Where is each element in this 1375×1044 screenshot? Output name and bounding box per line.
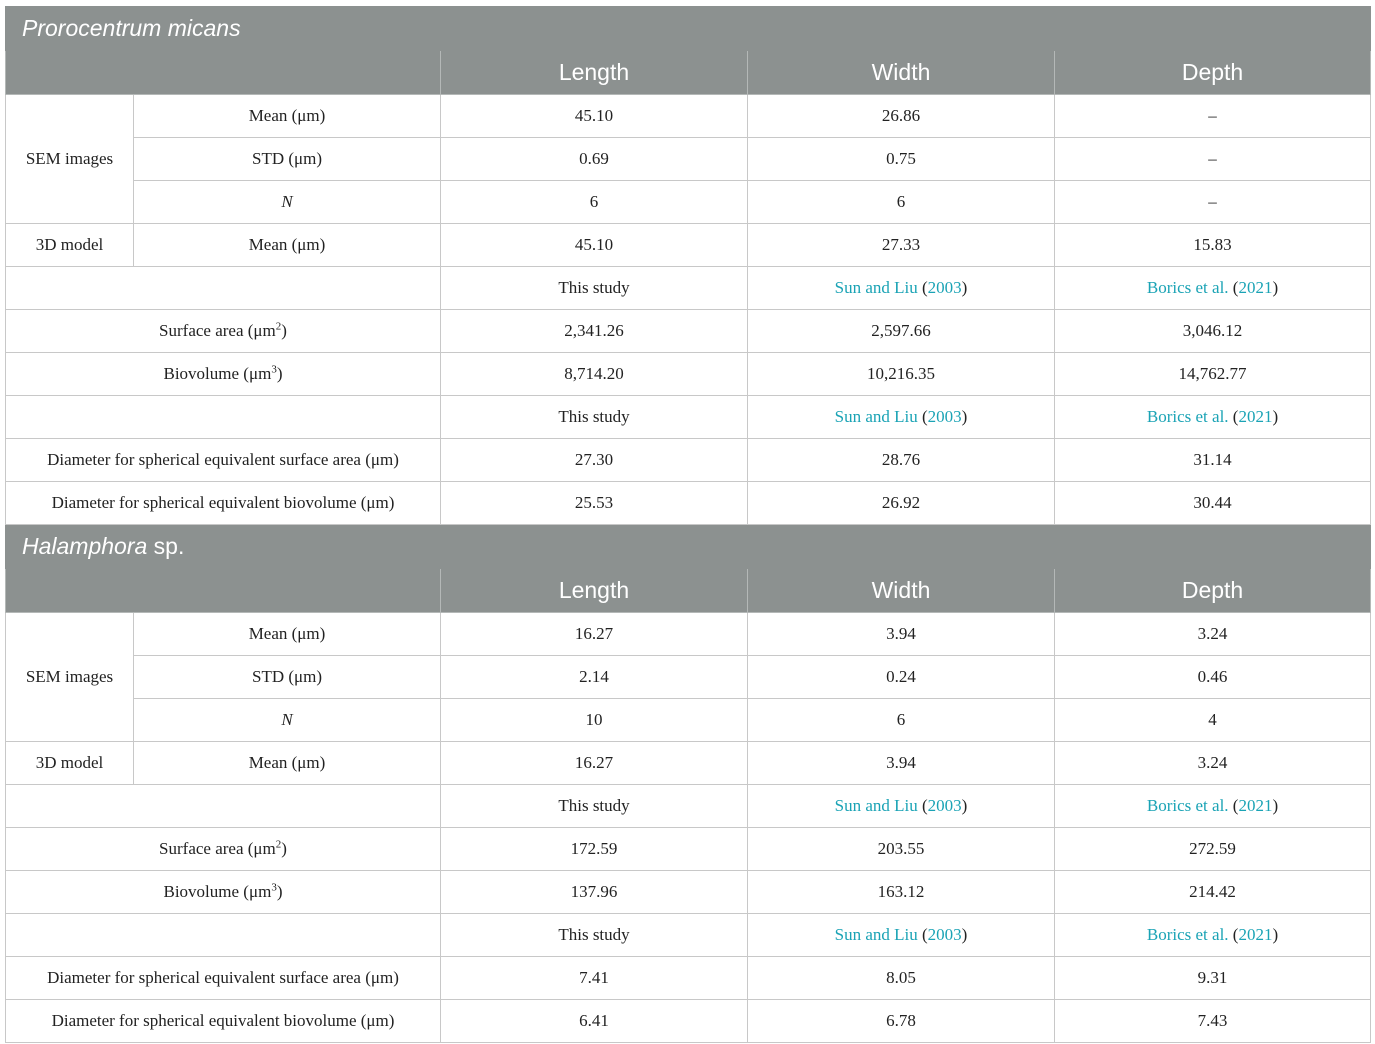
section-title-row (6, 7, 1371, 51)
cell: 163.12 (748, 871, 1055, 914)
ref-sun-liu-year-link[interactable]: 2003 (927, 925, 962, 944)
ref-sun-liu-link[interactable]: Sun and Liu (834, 278, 918, 297)
ref-sun-liu: Sun and Liu (2003) (748, 396, 1055, 439)
ref-this-study: This study (441, 785, 748, 828)
sem-images-label: SEM images (6, 95, 134, 224)
cell: 45.10 (441, 95, 748, 138)
header-depth: Depth (1055, 51, 1371, 95)
ref-sun-liu-year-link[interactable]: 2003 (927, 278, 962, 297)
table-row (6, 482, 1371, 525)
header-length: Length (441, 569, 748, 613)
table-row (6, 656, 1371, 699)
cell: 26.86 (748, 95, 1055, 138)
ref-this-study: This study (441, 396, 748, 439)
surface-area-label (6, 310, 441, 353)
cell: 7.41 (441, 957, 748, 1000)
header-depth: Depth (1055, 569, 1371, 613)
table-row (6, 95, 1371, 138)
cell: 25.53 (441, 482, 748, 525)
table-row (6, 1000, 1371, 1043)
reference-row (6, 267, 1371, 310)
cell: 0.69 (441, 138, 748, 181)
biovolume-text: Biovolume (μm (163, 882, 272, 901)
cell: 214.42 (1055, 871, 1371, 914)
species-name: Halamphora (22, 533, 148, 559)
cell: 3.94 (748, 613, 1055, 656)
ref-borics-year-link[interactable]: 2021 (1238, 407, 1273, 426)
cell: 10,216.35 (748, 353, 1055, 396)
cell: 15.83 (1055, 224, 1371, 267)
sem-images-label: SEM images (6, 613, 134, 742)
diameter-surface-label: Diameter for spherical equivalent surface area (μm) (6, 439, 441, 482)
ref-borics: Borics et al. (2021) (1055, 396, 1371, 439)
table-row (6, 353, 1371, 396)
reference-row (6, 785, 1371, 828)
cell: 2.14 (441, 656, 748, 699)
n-label: N (134, 181, 441, 224)
ref-sun-liu: Sun and Liu (2003) (748, 914, 1055, 957)
species-title (6, 525, 1371, 569)
unit-exponent: 2 (275, 320, 282, 333)
cell: 8.05 (748, 957, 1055, 1000)
unit-exponent: 3 (271, 363, 277, 376)
surface-area-label (6, 828, 441, 871)
cell: 26.92 (748, 482, 1055, 525)
cell: – (1055, 181, 1371, 224)
cell: 0.46 (1055, 656, 1371, 699)
cell: 3.24 (1055, 742, 1371, 785)
cell: 16.27 (441, 742, 748, 785)
ref-borics: Borics et al. (2021) (1055, 914, 1371, 957)
cell: 27.30 (441, 439, 748, 482)
cell: 14,762.77 (1055, 353, 1371, 396)
ref-sun-liu-year-link[interactable]: 2003 (927, 407, 962, 426)
diameter-surface-label: Diameter for spherical equivalent surface area (μm) (6, 957, 441, 1000)
cell: 9.31 (1055, 957, 1371, 1000)
cell: 16.27 (441, 613, 748, 656)
ref-this-study: This study (441, 914, 748, 957)
header-width: Width (748, 569, 1055, 613)
mean-label: Mean (μm) (134, 95, 441, 138)
cell: 8,714.20 (441, 353, 748, 396)
cell: 272.59 (1055, 828, 1371, 871)
mean-label: Mean (μm) (134, 613, 441, 656)
3d-model-label: 3D model (6, 224, 134, 267)
table-row (6, 828, 1371, 871)
ref-sun-liu-link[interactable]: Sun and Liu (834, 796, 918, 815)
ref-sun-liu: Sun and Liu (2003) (748, 785, 1055, 828)
cell: 7.43 (1055, 1000, 1371, 1043)
ref-borics-link[interactable]: Borics et al. (1146, 796, 1229, 815)
cell: 31.14 (1055, 439, 1371, 482)
close-paren: ) (276, 364, 283, 383)
blank-cell (6, 267, 441, 310)
cell: 6.41 (441, 1000, 748, 1043)
table-row (6, 613, 1371, 656)
surface-area-text: Surface area (μm (159, 321, 276, 340)
ref-borics-link[interactable]: Borics et al. (1146, 278, 1229, 297)
cell: 172.59 (441, 828, 748, 871)
table-row (6, 439, 1371, 482)
header-blank (6, 569, 441, 613)
diameter-biovolume-label: Diameter for spherical equivalent biovolume (μm) (6, 482, 441, 525)
cell: 2,597.66 (748, 310, 1055, 353)
column-header-row (6, 569, 1371, 613)
cell: 10 (441, 699, 748, 742)
diameter-biovolume-label: Diameter for spherical equivalent biovolume (μm) (6, 1000, 441, 1043)
cell: 30.44 (1055, 482, 1371, 525)
cell: 27.33 (748, 224, 1055, 267)
ref-sun-liu-link[interactable]: Sun and Liu (834, 407, 918, 426)
ref-this-study: This study (441, 267, 748, 310)
ref-sun-liu-link[interactable]: Sun and Liu (834, 925, 918, 944)
cell: 45.10 (441, 224, 748, 267)
unit-exponent: 2 (275, 838, 282, 851)
biovolume-text: Biovolume (μm (163, 364, 272, 383)
unit-exponent: 3 (271, 881, 277, 894)
ref-borics-year-link[interactable]: 2021 (1238, 925, 1273, 944)
species-suffix: sp. (147, 533, 185, 559)
ref-borics: Borics et al. (2021) (1055, 267, 1371, 310)
species-title (6, 7, 1371, 51)
cell: 4 (1055, 699, 1371, 742)
ref-borics-link[interactable]: Borics et al. (1146, 925, 1229, 944)
cell: 6 (441, 181, 748, 224)
table-row (6, 310, 1371, 353)
reference-row (6, 914, 1371, 957)
blank-cell (6, 396, 441, 439)
n-label: N (134, 699, 441, 742)
species-name: Prorocentrum micans (22, 15, 241, 41)
cell: 3.94 (748, 742, 1055, 785)
ref-sun-liu-year-link[interactable]: 2003 (927, 796, 962, 815)
cell: 6 (748, 699, 1055, 742)
cell: 0.24 (748, 656, 1055, 699)
mean-label: Mean (μm) (134, 224, 441, 267)
header-length: Length (441, 51, 748, 95)
close-paren: ) (281, 321, 287, 340)
cell: 3,046.12 (1055, 310, 1371, 353)
blank-cell (6, 914, 441, 957)
table-row (6, 181, 1371, 224)
cell: 0.75 (748, 138, 1055, 181)
cell: 2,341.26 (441, 310, 748, 353)
close-paren: ) (276, 882, 283, 901)
cell: 3.24 (1055, 613, 1371, 656)
data-table-container (5, 6, 1370, 1043)
measurements-table (5, 6, 1371, 1043)
header-blank (6, 51, 441, 95)
ref-borics-year-link[interactable]: 2021 (1238, 796, 1273, 815)
table-row (6, 871, 1371, 914)
reference-row (6, 396, 1371, 439)
cell: 137.96 (441, 871, 748, 914)
surface-area-text: Surface area (μm (159, 839, 276, 858)
cell: 6.78 (748, 1000, 1055, 1043)
section-title-row (6, 525, 1371, 569)
3d-model-label: 3D model (6, 742, 134, 785)
cell: – (1055, 138, 1371, 181)
std-label: STD (μm) (134, 656, 441, 699)
cell: – (1055, 95, 1371, 138)
ref-borics: Borics et al. (2021) (1055, 785, 1371, 828)
close-paren: ) (281, 839, 287, 858)
table-row (6, 957, 1371, 1000)
column-header-row (6, 51, 1371, 95)
ref-borics-year-link[interactable]: 2021 (1238, 278, 1273, 297)
ref-borics-link[interactable]: Borics et al. (1146, 407, 1229, 426)
mean-label: Mean (μm) (134, 742, 441, 785)
table-row (6, 138, 1371, 181)
biovolume-label (6, 353, 441, 396)
header-width: Width (748, 51, 1055, 95)
cell: 203.55 (748, 828, 1055, 871)
table-row (6, 224, 1371, 267)
table-row (6, 699, 1371, 742)
std-label: STD (μm) (134, 138, 441, 181)
cell: 28.76 (748, 439, 1055, 482)
biovolume-label (6, 871, 441, 914)
cell: 6 (748, 181, 1055, 224)
ref-sun-liu: Sun and Liu (2003) (748, 267, 1055, 310)
blank-cell (6, 785, 441, 828)
table-row (6, 742, 1371, 785)
